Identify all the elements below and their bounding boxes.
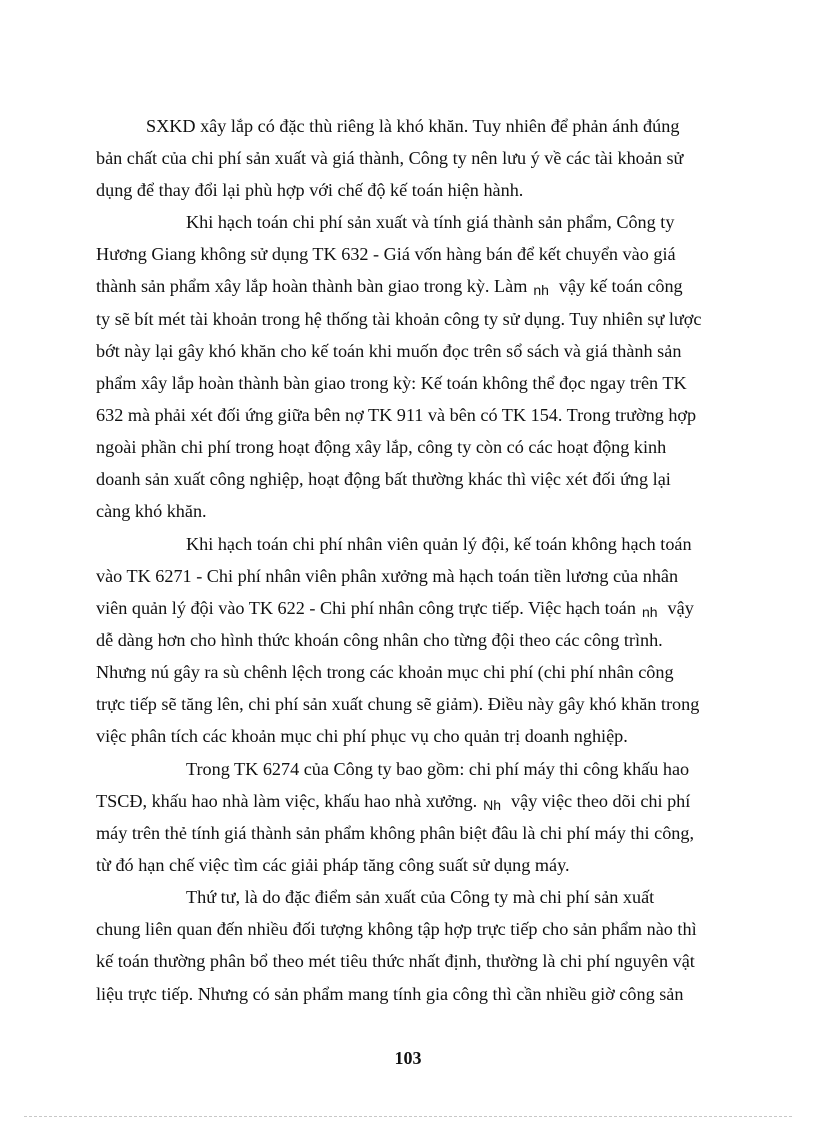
line-segment: vậy [667,598,694,618]
inline-marker: nh [533,282,549,298]
text-line [96,790,690,812]
footer-divider [24,1116,792,1117]
text-line: càng khó khăn. [96,501,207,521]
text-line: bớt này lại gây khó khăn cho kế toán khi muốn đọc trên sổ sách và giá thành sản [96,341,682,361]
text-line: bản chất của chi phí sản xuất và giá thành, Công ty nên lưu ý về các tài khoản sử [96,148,684,168]
text-line: vào TK 6271 - Chi phí nhân viên phân xưởng mà hạch toán tiền lương của nhân [96,566,679,586]
text-line: chung liên quan đến nhiều đối tượng không tập hợp trực tiếp cho sản phẩm nào thì [96,919,697,939]
text-line: dụng để thay đổi lại phù hợp với chế độ kế toán hiện hành. [96,180,524,200]
line-segment: thành sản phẩm xây lắp hoàn thành bàn giao trong kỳ. Làm [96,276,528,296]
text-line: Hương Giang không sử dụng TK 632 - Giá vốn hàng bán để kết chuyển vào giá [96,244,676,264]
text-line: doanh sản xuất công nghiệp, hoạt động bất thường khác thì việc xét đối ứng lại [96,469,671,489]
line-segment: vậy kế toán công [558,276,683,296]
inline-marker: nh [641,604,658,620]
text-line: từ đó hạn chế việc tìm các giải pháp tăng công suất sử dụng máy. [96,855,570,875]
text-line: SXKD xây lắp có đặc thù riêng là khó khăn. Tuy nhiên để phản ánh đúng [146,116,680,136]
line-segment: TSCĐ, khấu hao nhà làm việc, khấu hao nhà xưởng. [96,791,478,811]
text-line: máy trên thẻ tính giá thành sản phẩm không phân biệt đâu là chi phí máy thi công, [96,823,695,843]
inline-marker: Nh [483,797,502,813]
text-line: Trong TK 6274 của Công ty bao gồm: chi phí máy thi công khấu hao [186,759,690,779]
text-line: ngoài phần chi phí trong hoạt động xây lắp, công ty còn có các hoạt động kinh [96,437,667,457]
text-line: ty sẽ bít mét tài khoản trong hệ thống tài khoản công ty sử dụng. Tuy nhiên sự lược [96,309,702,329]
text-line: Nhưng nú gây ra sù chênh lệch trong các khoản mục chi phí (chi phí nhân công [96,662,674,682]
text-line: Khi hạch toán chi phí nhân viên quản lý đội, kế toán không hạch toán [186,534,692,554]
text-line: trực tiếp sẽ tăng lên, chi phí sản xuất chung sẽ giảm). Điều này gây khó khăn trong [96,694,700,714]
text-line: dễ dàng hơn cho hình thức khoán công nhân cho từng đội theo các công trình. [96,630,663,650]
text-line: phẩm xây lắp hoàn thành bàn giao trong kỳ: Kế toán không thể đọc ngay trên TK [96,373,687,393]
text-line: Thứ tư, là do đặc điểm sản xuất của Công ty mà chi phí sản xuất [186,887,655,907]
text-line: việc phân tích các khoản mục chi phí phục vụ cho quản trị doanh nghiệp. [96,726,628,746]
text-line: Khi hạch toán chi phí sản xuất và tính giá thành sản phẩm, Công ty [186,212,675,232]
text-line: liệu trực tiếp. Nhưng có sản phẩm mang tính gia công thì cần nhiều giờ công sản [96,984,684,1004]
line-segment: viên quản lý đội vào TK 622 - Chi phí nhân công trực tiếp. Việc hạch toán [96,598,636,618]
text-line [96,275,683,297]
text-line: 632 mà phải xét đối ứng giữa bên nợ TK 911 và bên có TK 154. Trong trường hợp [96,405,697,425]
line-segment: vậy việc theo dõi chi phí [511,791,691,811]
text-line: kế toán thường phân bổ theo mét tiêu thức nhất định, thường là chi phí nguyên vật [96,951,695,971]
text-line [96,597,694,619]
page-number: 103 [394,1048,422,1068]
